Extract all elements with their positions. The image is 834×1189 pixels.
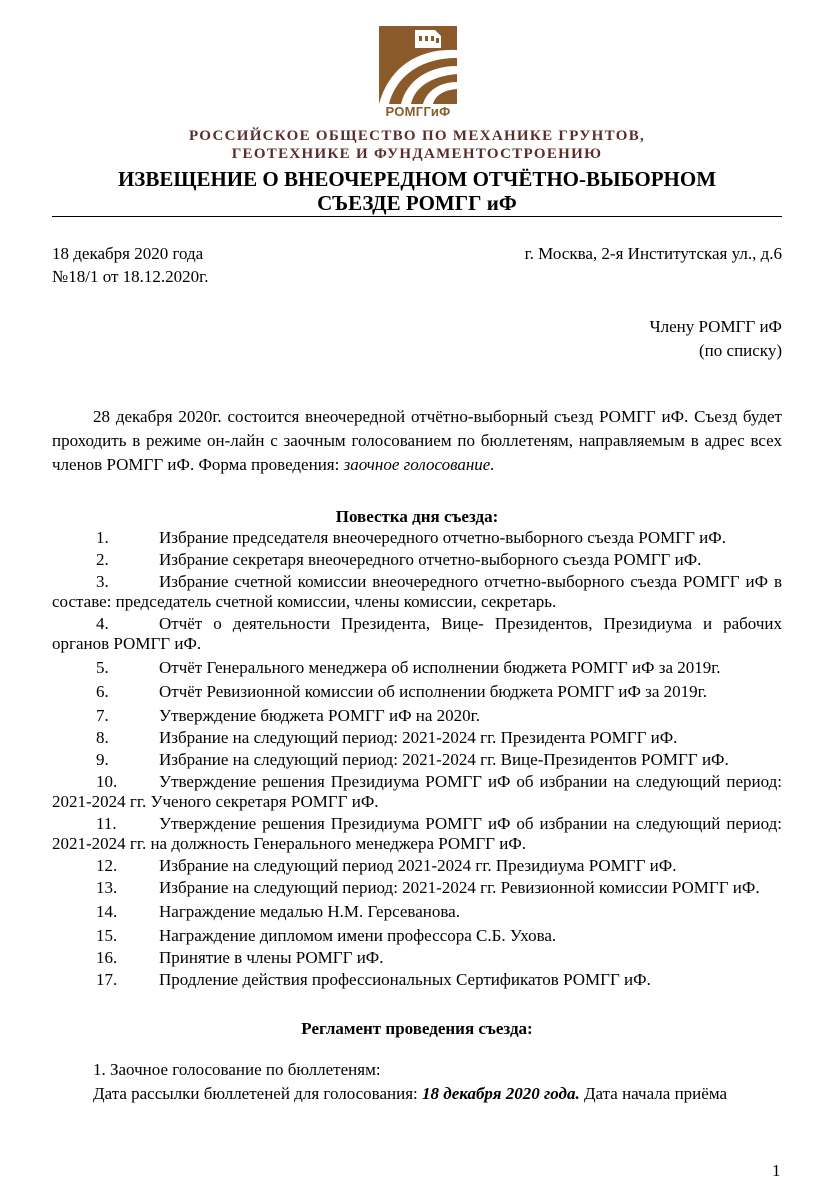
intro-form: заочное голосование. [343,455,495,474]
agenda-item: 15. Награждение дипломом имени профессора С.Б. Ухова. [96,926,557,945]
document-title-line2: СЪЕЗДЕ РОМГГ иФ [317,191,517,215]
agenda-item: 7. Утверждение бюджета РОМГГ иФ на 2020г. [96,706,480,725]
agenda-item: 5. Отчёт Генерального менеджера об исполнении бюджета РОМГГ иФ за 2019г. [96,658,721,677]
recipient-line2: (по списку) [699,341,782,360]
regulation-point1: 1. Заочное голосование по бюллетеням: [93,1060,381,1079]
org-name-line1: РОССИЙСКОЕ ОБЩЕСТВО ПО МЕХАНИКЕ ГРУНТОВ, [188,128,646,144]
document-address: г. Москва, 2-я Институтская ул., д.6 [524,244,782,263]
logo-text: РОМГГиФ [385,104,451,119]
logo-emblem-icon [379,26,457,104]
agenda-item: 10. Утверждение решения Президиума РОМГГ иФ об избрании на следующий период: 2021-2024 гг. Ученого секретаря РОМГГ иФ. [52,772,782,811]
intro-paragraph [52,405,782,477]
agenda-list [52,528,782,990]
document-date: 18 декабря 2020 года [52,244,204,263]
agenda-item: 11. Утверждение решения Президиума РОМГГ иФ об избрании на следующий период: 2021-2024 гг. на должность Генерального менеджера РОМГГ иФ. [52,814,782,853]
agenda-item: 9. Избрание на следующий период: 2021-2024 гг. Вице-Президентов РОМГГ иФ. [96,750,729,769]
intro-text: 28 декабря 2020г. состоится внеочередной отчётно-выборный съезд РОМГГ иФ. Съезд будет проходить в режиме он-лайн с заочным голосованием по бюллетеням, направляемым в адрес всех членов РОМГГ иФ. Форма проведения: [52,407,782,474]
agenda-item: 16. Принятие в члены РОМГГ иФ. [96,948,384,967]
agenda-item: 2. Избрание секретаря внеочередного отчетно-выборного съезда РОМГГ иФ. [96,550,702,569]
dispatch-date: 18 декабря 2020 года. [422,1084,580,1103]
recipient-line1: Члену РОМГГ иФ [649,317,782,336]
page-number: 1 [772,1161,781,1180]
agenda-item: 4. Отчёт о деятельности Президента, Вице- Президентов, Президиума и рабочих органов РОМГГ иФ. [52,614,782,653]
document-number: №18/1 от 18.12.2020г. [52,267,209,286]
org-name-line2: ГЕОТЕХНИКЕ И ФУНДАМЕНТОСТРОЕНИЮ [231,146,603,162]
agenda-item: 14. Награждение медалью Н.М. Герсеванова. [96,902,460,921]
regulation-dispatch: Дата рассылки бюллетеней для голосования: 18 декабря 2020 года. Дата начала приёма [93,1084,728,1103]
agenda-item: 8. Избрание на следующий период: 2021-2024 гг. Президента РОМГГ иФ. [96,728,678,747]
agenda-item: 3. Избрание счетной комиссии внеочередного отчетно-выборного съезда РОМГГ иФ в составе: председатель счетной комиссии, члены комиссии, секретарь. [52,572,782,611]
document-title-line1: ИЗВЕЩЕНИЕ О ВНЕОЧЕРЕДНОМ ОТЧЁТНО-ВЫБОРНОМ [117,167,717,191]
agenda-item: 1. Избрание председателя внеочередного отчетно-выборного съезда РОМГГ иФ. [96,528,726,547]
header-divider [52,216,782,217]
agenda-item: 13. Избрание на следующий период: 2021-2024 гг. Ревизионной комиссии РОМГГ иФ. [96,878,760,897]
romggif-logo [379,26,457,122]
regulation-heading: Регламент проведения съезда: [301,1019,533,1038]
agenda-item: 17. Продление действия профессиональных Сертификатов РОМГГ иФ. [96,970,651,989]
agenda-item: 12. Избрание на следующий период 2021-2024 гг. Президиума РОМГГ иФ. [96,856,677,875]
agenda-item: 6. Отчёт Ревизионной комиссии об исполнении бюджета РОМГГ иФ за 2019г. [96,682,707,701]
agenda-heading: Повестка дня съезда: [335,507,499,526]
